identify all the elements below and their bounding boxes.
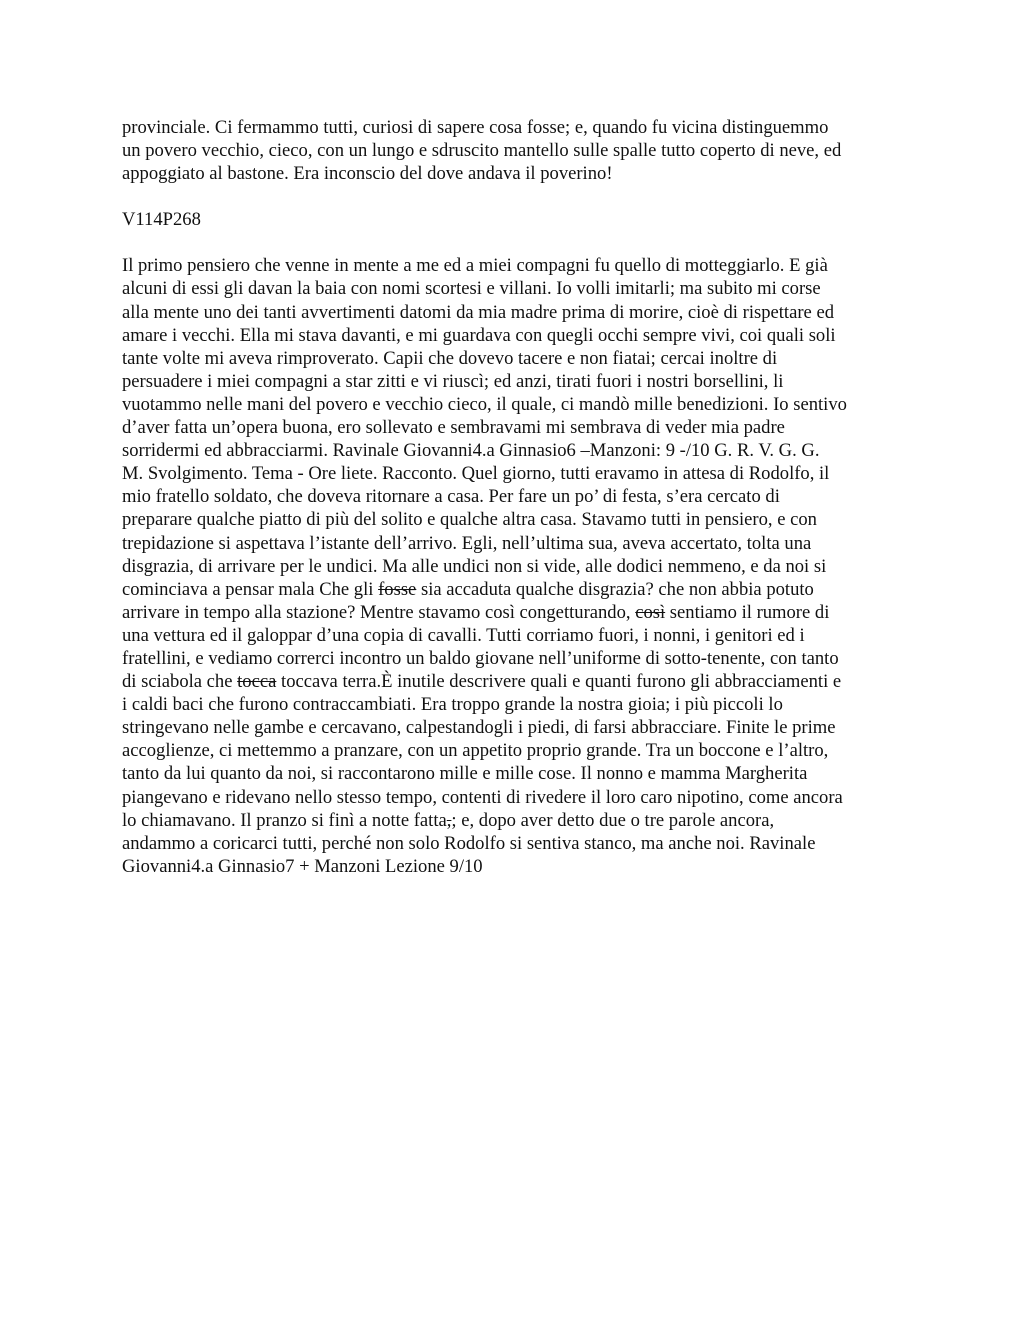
page-marker: V114P268 <box>122 209 201 231</box>
text-segment: sia accaduta qualche disgrazia? che non abbia potuto arrivare in tempo alla stazione? Mentre stavamo così congetturando, <box>122 578 814 623</box>
paragraph-1: provinciale. Ci fermammo tutti, curiosi di sapere cosa fosse; e, quando fu vicina distinguemmo un povero vecchio, cieco, con un lungo e sdruscito mantello sulle spalle tutto coperto di neve, ed appoggiato al bastone. Era inconscio del dove andava il poverino! <box>122 117 842 185</box>
paragraph-3 <box>122 254 912 878</box>
struck-word: tocca <box>237 671 277 693</box>
text-segment: ; e, dopo aver detto due o tre parole ancora, andammo a coricarci tutti, perché non solo Rodolfo si sentiva stanco, ma anche noi. Ravinale Giovanni4.a Ginnasio7 + Manzoni Lezione 9/10 <box>122 809 816 877</box>
struck-word: così <box>635 601 666 623</box>
text-segment: Il primo pensiero che venne in mente a me ed a miei compagni fu quello di motteggiarlo. E già alcuni di essi gli davan la baia con nomi scortesi e villani. Io volli imitarli; ma subito mi corse alla mente uno dei tanti avvertimenti datomi da mia madre prima di morire, cioè di rispettare ed amare i vecchi. Ella mi stava davanti, e mi guardava con quegli occhi sempre vivi, coi quali soli tante volte mi aveva rimproverato. Capii che dovevo tacere e non fiatai; cercai inoltre di persuadere i miei compagni a star zitti e vi riuscì; ed anzi, tirati fuori i nostri borsellini, li vuotammo nelle mani del povero e vecchio cieco, il quale, ci mandò mille benedizioni. Io sentivo d’aver fatta un’opera buona, ero sollevato e sembravami mi sembrava di veder mia padre sorridermi ed abbracciarmi. Ravinale Giovanni4.a Ginnasio6 –Manzoni: 9 -/10 G. R. V. G. G. M. Svolgimento. Tema - Ore liete. Racconto. Quel giorno, tutti eravamo in attesa di Rodolfo, il mio fratello soldato, che doveva ritornare a casa. Per fare un po’ di festa, s’era cercato di preparare qualche piatto di più del solito e qualche altra casa. Stavamo tutti in pensiero, e con trepidazione si aspettava l’istante dell’arrivo. Egli, nell’ultima sua, aveva accertato, tolta una disgrazia, di arrivare per le undici. Ma alle undici non si vide, alle dodici nemmeno, e da noi si cominciava a pensar mala Che gli <box>122 255 847 600</box>
document-page <box>122 116 912 878</box>
text-segment: toccava terra.È inutile descrivere quali e quanti furono gli abbracciamenti e i caldi baci che furono contraccambiati. Era troppo grande la nostra gioia; i più piccoli lo stringevano nelle gambe e cercavano, calpestandogli i piedi, di farsi abbracciare. Finite le prime accoglienze, ci mettemmo a pranzare, con un appetito proprio grande. Tra un boccone e l’altro, tanto da lui quanto da noi, si raccontarono mille e mille cose. Il nonno e mamma Margherita piangevano e ridevano nello stesso tempo, contenti di rivedere il loro caro nipotino, come ancora lo chiamavano. Il pranzo si finì a notte fatta <box>122 671 843 831</box>
struck-word: , <box>446 809 452 831</box>
text-segment: sentiamo il rumore di una vettura ed il galoppar d’una copia di cavalli. Tutti corriamo fuori, i nonni, i genitori ed i fratellini, e vediamo correrci incontro un baldo giovane nell’uniforme di sotto-tenente, con tanto di sciabola che <box>122 601 839 693</box>
struck-word: fosse <box>378 578 417 600</box>
